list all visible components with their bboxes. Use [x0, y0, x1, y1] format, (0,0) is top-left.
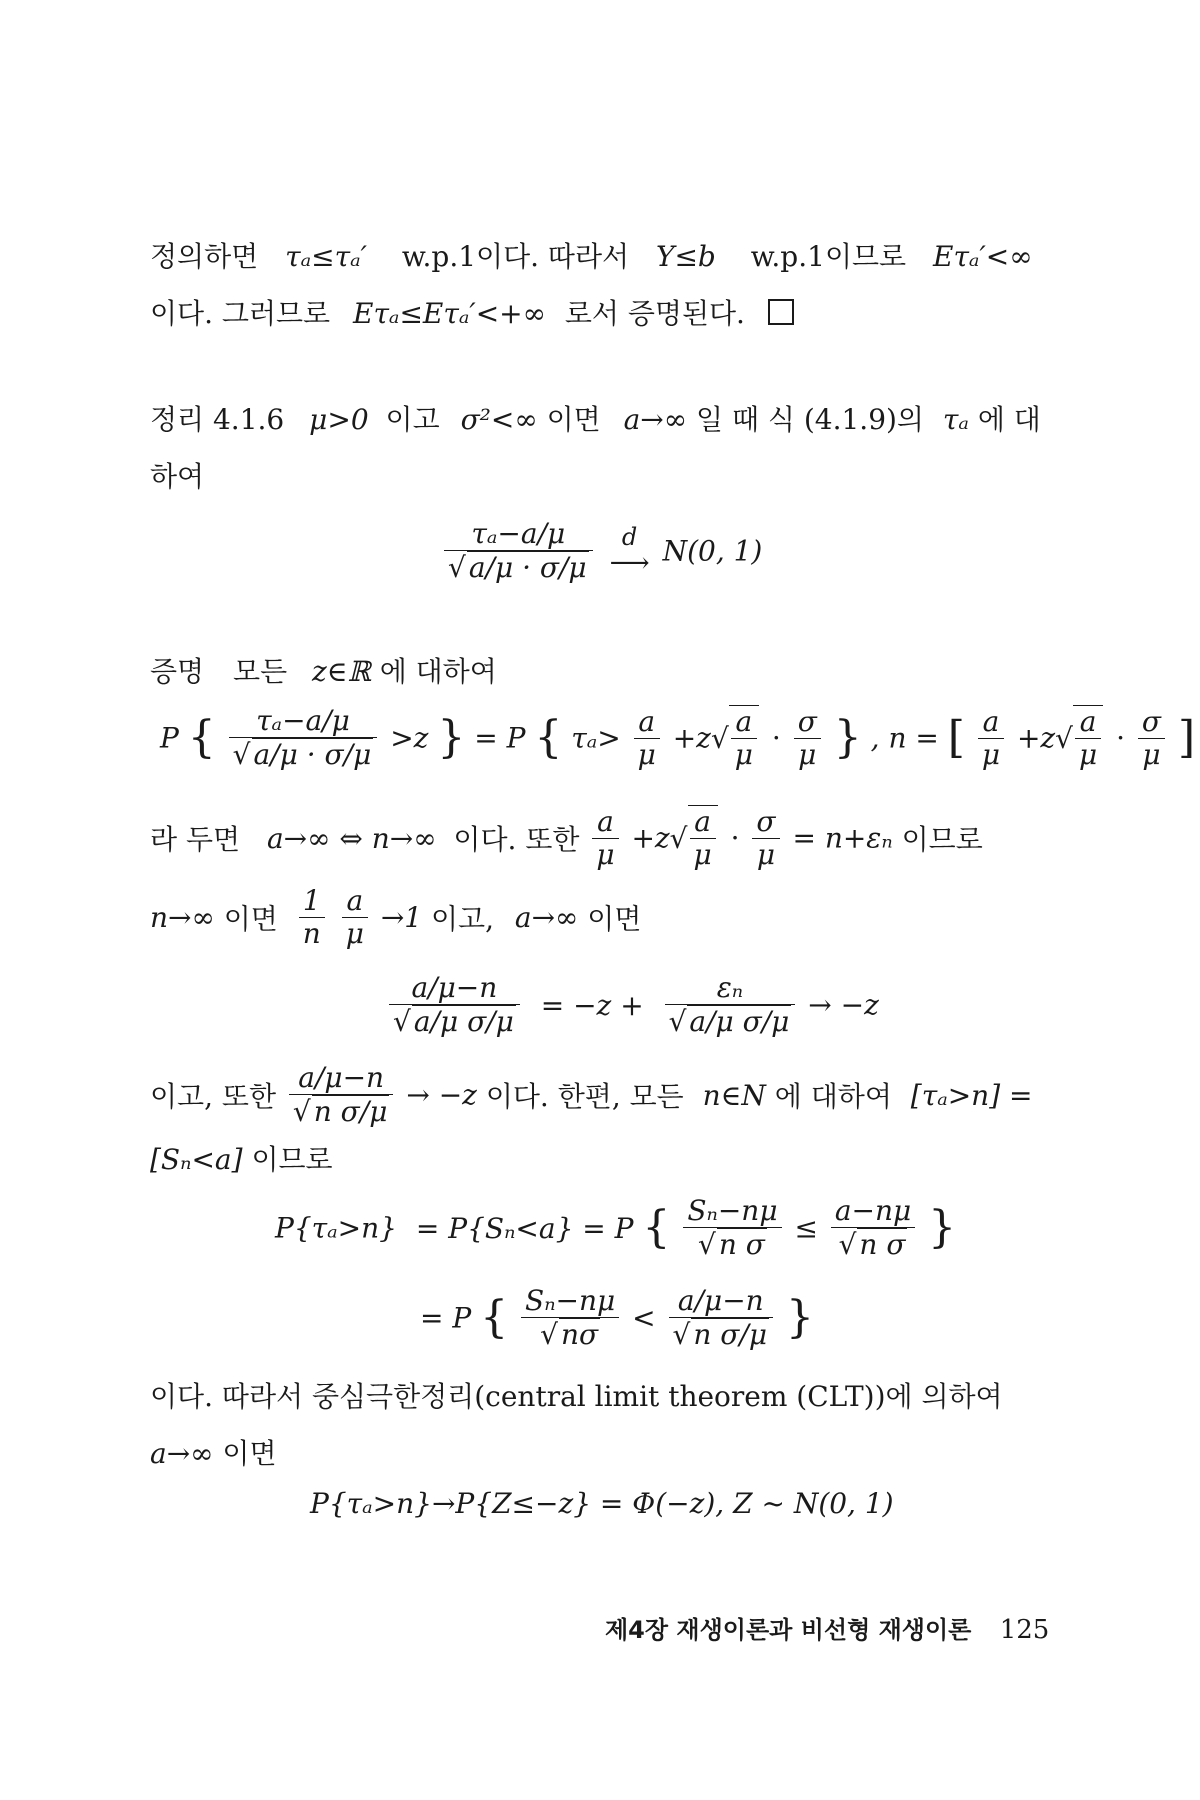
fraction: τₐ−a/μ √ a/μ · σ/μ [444, 518, 593, 584]
text-line-1 [150, 235, 1033, 275]
theorem-line [150, 398, 1041, 438]
math: Eτₐ≤Eτₐ′<+∞ [353, 297, 546, 330]
text-line-6: [Sₙ<a] 이므로 [150, 1143, 333, 1176]
page-footer [605, 1610, 1049, 1645]
text: 에 대 [977, 403, 1041, 436]
equation-1 [440, 518, 762, 584]
text-line-5: 이고, 또한 a/μ−n √ n σ/μ → −z 이다. 한편, 모든 n∈N 에 대하여 [τₐ>n] = [150, 1062, 1033, 1128]
math: μ>0 [309, 403, 369, 436]
text-line-3: 라 두면 a→∞ ⇔ n→∞ 이다. 또한 $\frac{a}{\mu}$ +z√ $\frac{a}{\mu}$ · $\frac{\sigma}{\mu}$ = n+εₙ 이므로 [150, 805, 983, 871]
fraction: τₐ−a/μ √ a/μ · σ/μ [229, 705, 378, 771]
text: 이다. 그러므로 [150, 297, 331, 330]
text-line-7: 이다. 따라서 중심극한정리(central limit theorem (CLT))에 의하여 [150, 1380, 1003, 1413]
math: a→∞ [623, 403, 688, 436]
text: 정의하면 [150, 240, 259, 273]
equation-5: = P { Sₙ−nμ √ nσ < a/μ−n √ n σ/μ } [420, 1285, 814, 1351]
text-line-4: n→∞ 이면 $\frac{1}{n}$ $\frac{a}{\mu}$ →1 이고, a→∞ 이면 [150, 884, 642, 951]
equation-3: a/μ−n √ a/μ σ/μ = −z + εₙ √ a/μ σ/μ → −z [385, 972, 879, 1038]
page-number: 125 [999, 1615, 1050, 1645]
text: w.p.1이다. 따라서 [401, 240, 630, 273]
text-line-8: a→∞ 이면 [150, 1437, 277, 1470]
theorem-label: 정리 4.1.6 [150, 403, 285, 436]
text: 하여 [150, 460, 205, 493]
math: N(0, 1) [662, 534, 763, 568]
converge-arrow: d ⟶ [609, 523, 650, 580]
equation-6: P{τₐ>n}→P{Z≤−z} = Φ(−z), Z ~ N(0, 1) [310, 1487, 894, 1520]
text-line-2 [150, 292, 794, 332]
math: Y≤b [655, 240, 716, 273]
text: 이고 [385, 403, 440, 436]
text: 로서 증명된다. [564, 297, 745, 330]
equation-2: P { τₐ−a/μ √ a/μ · σ/μ >z } = P { τₐ> $\frac{a}{\mu}$ +z√ $\frac{a}{\mu}$ · $\frac{\sigma}{\mu}$ } , n = [ $\frac{a}{\mu}$ +z√ $\frac{a}{\mu}$ · $\frac{\sigma}{\mu}$ ] [160, 705, 1195, 771]
math: τₐ≤τₐ′ [285, 240, 367, 273]
equation-4: P{τₐ>n} = P{Sₙ<a} = P { Sₙ−nμ √ n σ ≤ a−nμ √ n σ } [275, 1195, 956, 1261]
proof-label: 증명 [150, 655, 205, 688]
chapter-title: 제4장 재생이론과 비선형 재생이론 [605, 1616, 972, 1644]
text: w.p.1이므로 [750, 240, 907, 273]
qed-box-icon [768, 299, 794, 325]
text: 모든 [233, 655, 288, 688]
math: Eτₐ′<∞ [933, 240, 1033, 273]
math: τₐ [942, 403, 969, 436]
theorem-line-2 [150, 455, 204, 495]
math: σ²<∞ [460, 403, 538, 436]
text: 일 때 식 (4.1.9)의 [696, 403, 924, 436]
text: 에 대하여 [379, 655, 497, 688]
text: 이면 [546, 403, 601, 436]
proof-line [150, 650, 497, 690]
math: z∈ℝ [312, 655, 371, 688]
